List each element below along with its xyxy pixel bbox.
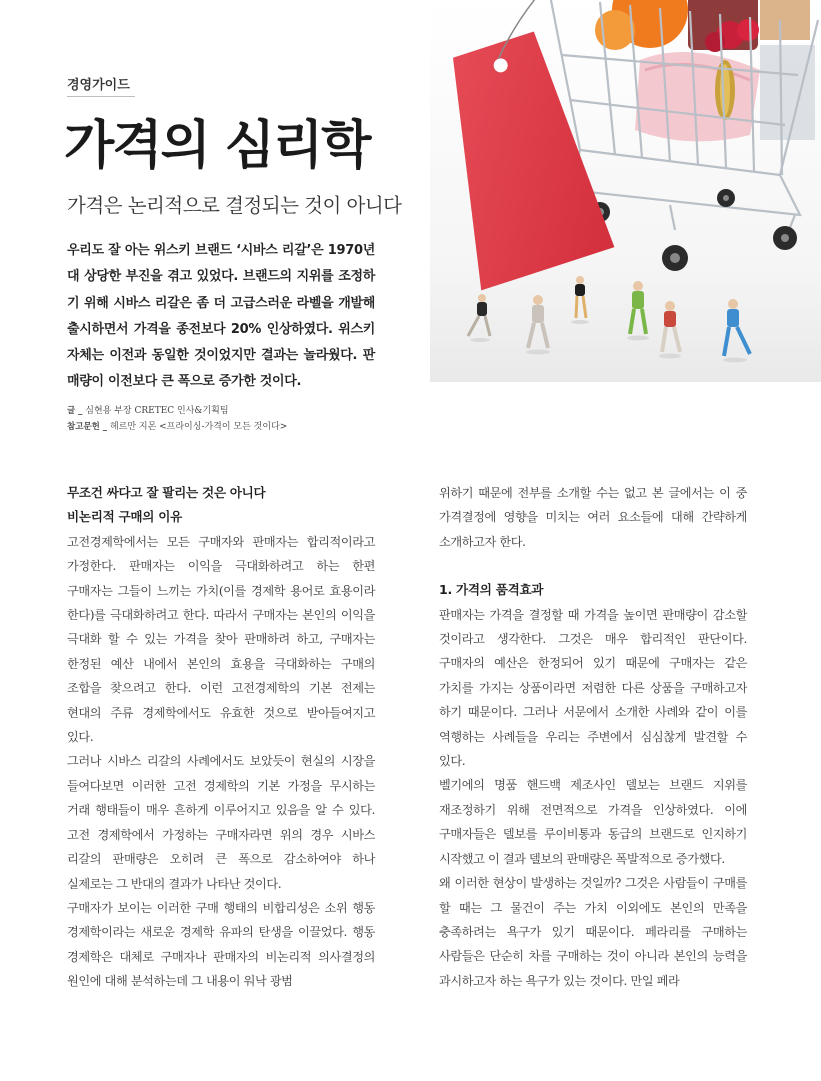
author-name: 심현용 부장 CRETEC 인사&기획팀 bbox=[85, 406, 229, 416]
body-paragraph: 위하기 때문에 전부를 소개할 수는 없고 본 글에서는 이 중 가격결정에 영향을 미치는 여러 요소들에 대해 간략하게 소개하고자 한다. bbox=[439, 486, 747, 549]
body-paragraph: 벨기에의 명품 핸드백 제조사인 델보는 브랜드 지위를 재조정하기 위해 전면적으로 가격을 인상하였다. 이에 구매자들은 델보를 루이비통과 동급의 브랜드로 인지하기 시작했고 이 결과 델보의 판매량은 폭발적으로 증가했다. bbox=[439, 778, 747, 866]
body-paragraph: 고전경제학에서는 모든 구매자와 판매자는 합리적이라고 가정한다. 판매자는 이익을 극대화하려고 하는 한편 구매자는 그들이 느끼는 가치(이를 경제학 용어로 효용이라 한다)를 극대화하려고 한다. 따라서 구매자는 본인의 이익을 극대화 할 수 있는 가격을 찾아 판매하려 하고, 구매자는 한정된 예산 내에서 본인의 효용을 극대화하는 구매의 조합을 찾으려고 한다. 이런 고전경제학의 기본 전제는 현대의 주류 경제학에서도 유효한 것으로 받아들여지고 있다. bbox=[67, 534, 375, 745]
section-heading: 비논리적 구매의 이유 bbox=[67, 509, 182, 525]
author-credit bbox=[67, 403, 229, 416]
author-label: 글 _ bbox=[67, 406, 83, 416]
right-column bbox=[439, 481, 747, 993]
body-paragraph: 판매자는 가격을 결정할 때 가격을 높이면 판매량이 감소할 것이라고 생각한다. 그것은 매우 합리적인 판단이다. 구매자의 예산은 한정되어 있기 때문에 구매자는 같은 가치를 가지는 상품이라면 저렴한 다른 상품을 구매하고자 하기 때문이다. 그러나 서문에서 소개한 사례와 같이 이를 역행하는 사례들을 우리는 주변에서 심심찮게 발견할 수 있다. bbox=[439, 607, 747, 769]
section-label: 경영가이드 bbox=[67, 78, 130, 93]
body-paragraph: 그러나 시바스 리갈의 사례에서도 보았듯이 현실의 시장을 들여다보면 이러한 고전 경제학의 기본 가정을 무시하는 거래 행태들이 매우 흔하게 이루어지고 있음을 알 수 있다. 고전 경제학에서 가정하는 구매자라면 위의 경우 시바스 리갈의 판매량은 오히려 큰 폭으로 감소하여야 하나 실제로는 그 반대의 결과가 나타난 것이다. bbox=[67, 754, 375, 891]
section-divider bbox=[67, 96, 135, 97]
page-title: 가격의 심리학 bbox=[64, 116, 370, 176]
page-subtitle: 가격은 논리적으로 결정되는 것이 아니다 bbox=[67, 194, 402, 217]
lead-paragraph: 우리도 잘 아는 위스키 브랜드 ‘시바스 리갈’은 1970년대 상당한 부진을 겪고 있었다. 브랜드의 지위를 조정하기 위해 시바스 리갈은 좀 더 고급스러운 라벨을 개발해 출시하면서 가격을 종전보다 20% 인상하였다. 위스키 자체는 이전과 동일한 것이었지만 결과는 놀라웠다. 판매량이 이전보다 큰 폭으로 증가한 것이다. bbox=[67, 243, 375, 390]
hero-illustration bbox=[430, 0, 821, 382]
body-paragraph: 구매자가 보이는 이러한 구매 행태의 비합리성은 소위 행동 경제학이라는 새로운 경제학 유파의 탄생을 이끌었다. 행동 경제학은 대체로 구매자나 판매자의 비논리적 의사결정의 원인에 대해 분석하는데 그 내용이 워낙 광범 bbox=[67, 900, 375, 989]
body-paragraph: 왜 이러한 현상이 발생하는 것일까? 그것은 사람들이 구매를 할 때는 그 물건이 주는 가치 이외에도 본인의 만족을 충족하려는 욕구가 있기 때문이다. 페라리를 구매하는 사람들은 단순히 차를 구매하는 것이 아니라 본인의 능력을 과시하고자 하는 욕구가 있는 것이다. 만일 페라 bbox=[439, 876, 747, 988]
section-heading: 무조건 싸다고 잘 팔리는 것은 아니다 bbox=[67, 485, 266, 500]
section-heading: 1. 가격의 품격효과 bbox=[439, 582, 544, 598]
reference-label: 참고문헌 _ bbox=[67, 422, 108, 432]
left-column bbox=[67, 481, 375, 994]
hero-image bbox=[430, 0, 821, 382]
reference-text: 헤르만 지몬 <프라이싱-가격이 모든 것이다> bbox=[109, 422, 288, 432]
reference-credit bbox=[67, 419, 287, 432]
